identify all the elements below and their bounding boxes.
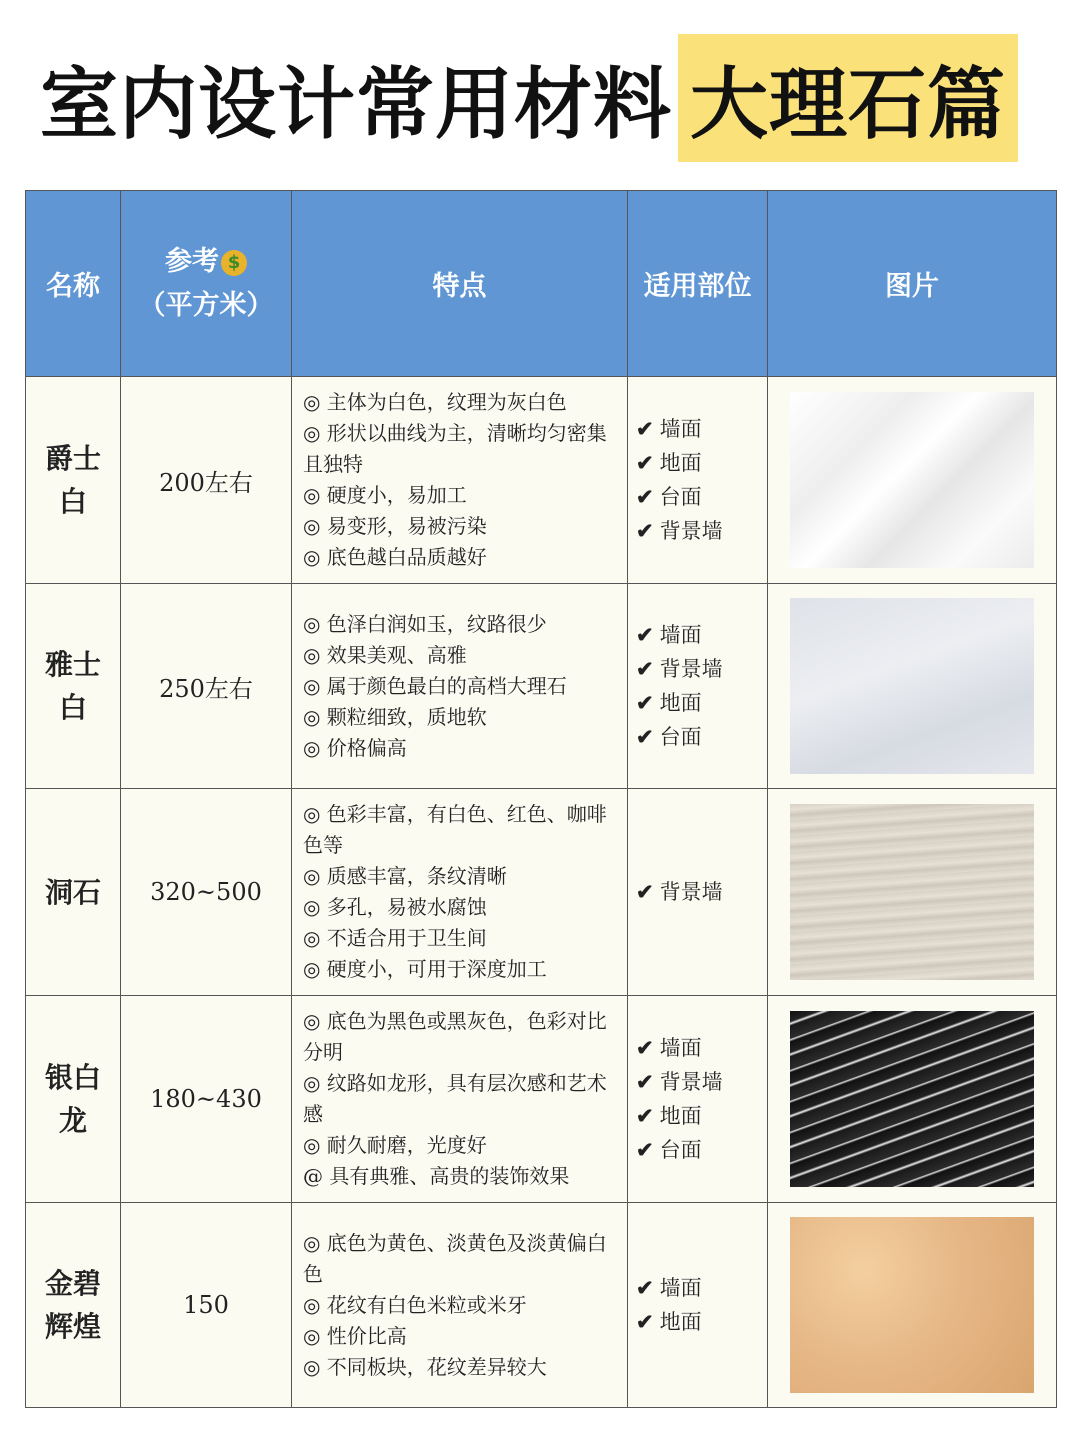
- header-price-line2: （平方米）: [138, 289, 274, 321]
- feature-item: ◎ 不适合用于卫生间: [303, 926, 487, 950]
- marble-swatch-image: [790, 804, 1034, 980]
- features-cell: [292, 584, 628, 789]
- header-price-line1: 参考: [165, 245, 219, 277]
- usage-item: ✔ 背景墙: [636, 514, 767, 548]
- table-header-row: [26, 191, 1057, 377]
- feature-item: ◎ 效果美观、高雅: [303, 642, 467, 667]
- feature-item: ◎ 色泽白润如玉，纹路很少: [303, 611, 547, 636]
- feature-item: ◎ 形状以曲线为主，清晰均匀密集且独特: [303, 421, 607, 476]
- marble-name: [26, 377, 121, 584]
- marble-name: [26, 584, 121, 789]
- marble-name-line: 洞石: [44, 875, 101, 909]
- reference-price: 200左右: [121, 377, 292, 584]
- header-image: 图片: [768, 191, 1057, 377]
- marble-name-line: 龙: [58, 1104, 87, 1137]
- marble-name: [26, 996, 121, 1203]
- usage-item: ✔ 地面: [636, 686, 767, 720]
- table-row: [26, 584, 1057, 789]
- marble-name-line: 白: [58, 691, 87, 724]
- features-cell: [292, 377, 628, 584]
- reference-price: 150: [121, 1203, 292, 1408]
- usage-item: ✔ 墙面: [636, 618, 767, 652]
- table-row: [26, 377, 1057, 584]
- feature-item: ◎ 价格偏高: [303, 735, 407, 760]
- feature-item: ◎ 性价比高: [303, 1323, 407, 1348]
- image-cell: [768, 996, 1057, 1203]
- marble-swatch-image: [790, 1217, 1034, 1393]
- usage-cell: [628, 377, 768, 584]
- marble-table: [25, 190, 1057, 1408]
- header-features: 特点: [292, 191, 628, 377]
- title-main: 室内设计常用材料: [40, 60, 673, 150]
- usage-item: ✔ 背景墙: [636, 875, 767, 909]
- usage-item: ✔ 地面: [636, 446, 767, 480]
- usage-item: ✔ 墙面: [636, 1271, 767, 1305]
- marble-name-line: 爵士: [44, 442, 101, 475]
- marble-swatch-image: [790, 1011, 1034, 1187]
- usage-item: ✔ 台面: [636, 720, 767, 754]
- marble-name-line: 雅士: [44, 648, 101, 681]
- table-row: [26, 1203, 1057, 1408]
- page-title: [40, 38, 1018, 158]
- feature-item: ◎ 易变形，易被污染: [303, 514, 487, 538]
- feature-item: ◎ 色彩丰富，有白色、红色、咖啡色等: [303, 802, 607, 857]
- feature-item: ◎ 硬度小，易加工: [303, 483, 467, 507]
- marble-name-line: 银白: [44, 1061, 101, 1094]
- usage-item: ✔ 墙面: [636, 412, 767, 446]
- usage-item: ✔ 墙面: [636, 1031, 767, 1065]
- features-cell: [292, 1203, 628, 1408]
- feature-item: ◎ 硬度小，可用于深度加工: [303, 957, 547, 981]
- feature-item: @ 具有典雅、高贵的装饰效果: [303, 1164, 570, 1188]
- feature-item: ◎ 主体为白色，纹理为灰白色: [303, 390, 567, 414]
- marble-name-line: 金碧: [44, 1267, 101, 1300]
- feature-item: ◎ 底色为黄色、淡黄色及淡黄偏白色: [303, 1230, 607, 1286]
- money-bag-icon: $: [221, 250, 247, 276]
- marble-name: [26, 789, 121, 996]
- usage-item: ✔ 地面: [636, 1305, 767, 1339]
- usage-cell: [628, 584, 768, 789]
- feature-item: ◎ 颗粒细致，质地软: [303, 704, 487, 729]
- feature-item: ◎ 耐久耐磨，光度好: [303, 1133, 487, 1157]
- marble-swatch-image: [790, 598, 1034, 774]
- features-cell: [292, 996, 628, 1203]
- usage-cell: [628, 789, 768, 996]
- marble-name-line: 辉煌: [44, 1310, 101, 1343]
- feature-item: ◎ 多孔，易被水腐蚀: [303, 895, 487, 919]
- feature-item: ◎ 底色越白品质越好: [303, 545, 487, 569]
- table-row: [26, 996, 1057, 1203]
- header-usage: 适用部位: [628, 191, 768, 377]
- feature-item: ◎ 质感丰富，条纹清晰: [303, 864, 507, 888]
- usage-cell: [628, 996, 768, 1203]
- usage-cell: [628, 1203, 768, 1408]
- feature-item: ◎ 底色为黑色或黑灰色，色彩对比分明: [303, 1009, 607, 1064]
- feature-item: ◎ 纹路如龙形，具有层次感和艺术感: [303, 1071, 607, 1126]
- marble-name-line: 白: [58, 485, 87, 518]
- reference-price: 180~430: [121, 996, 292, 1203]
- reference-price: 320~500: [121, 789, 292, 996]
- marble-swatch-image: [790, 392, 1034, 568]
- features-cell: [292, 789, 628, 996]
- feature-item: ◎ 属于颜色最白的高档大理石: [303, 673, 567, 698]
- image-cell: [768, 584, 1057, 789]
- header-price: [121, 191, 292, 377]
- title-highlight: 大理石篇: [678, 34, 1018, 162]
- feature-item: ◎ 花纹有白色米粒或米牙: [303, 1292, 527, 1317]
- header-name: 名称: [26, 191, 121, 377]
- marble-name: [26, 1203, 121, 1408]
- image-cell: [768, 789, 1057, 996]
- image-cell: [768, 1203, 1057, 1408]
- image-cell: [768, 377, 1057, 584]
- usage-item: ✔ 背景墙: [636, 652, 767, 686]
- usage-item: ✔ 台面: [636, 1133, 767, 1167]
- feature-item: ◎ 不同板块，花纹差异较大: [303, 1354, 547, 1379]
- table-row: [26, 789, 1057, 996]
- usage-item: ✔ 背景墙: [636, 1065, 767, 1099]
- reference-price: 250左右: [121, 584, 292, 789]
- usage-item: ✔ 地面: [636, 1099, 767, 1133]
- usage-item: ✔ 台面: [636, 480, 767, 514]
